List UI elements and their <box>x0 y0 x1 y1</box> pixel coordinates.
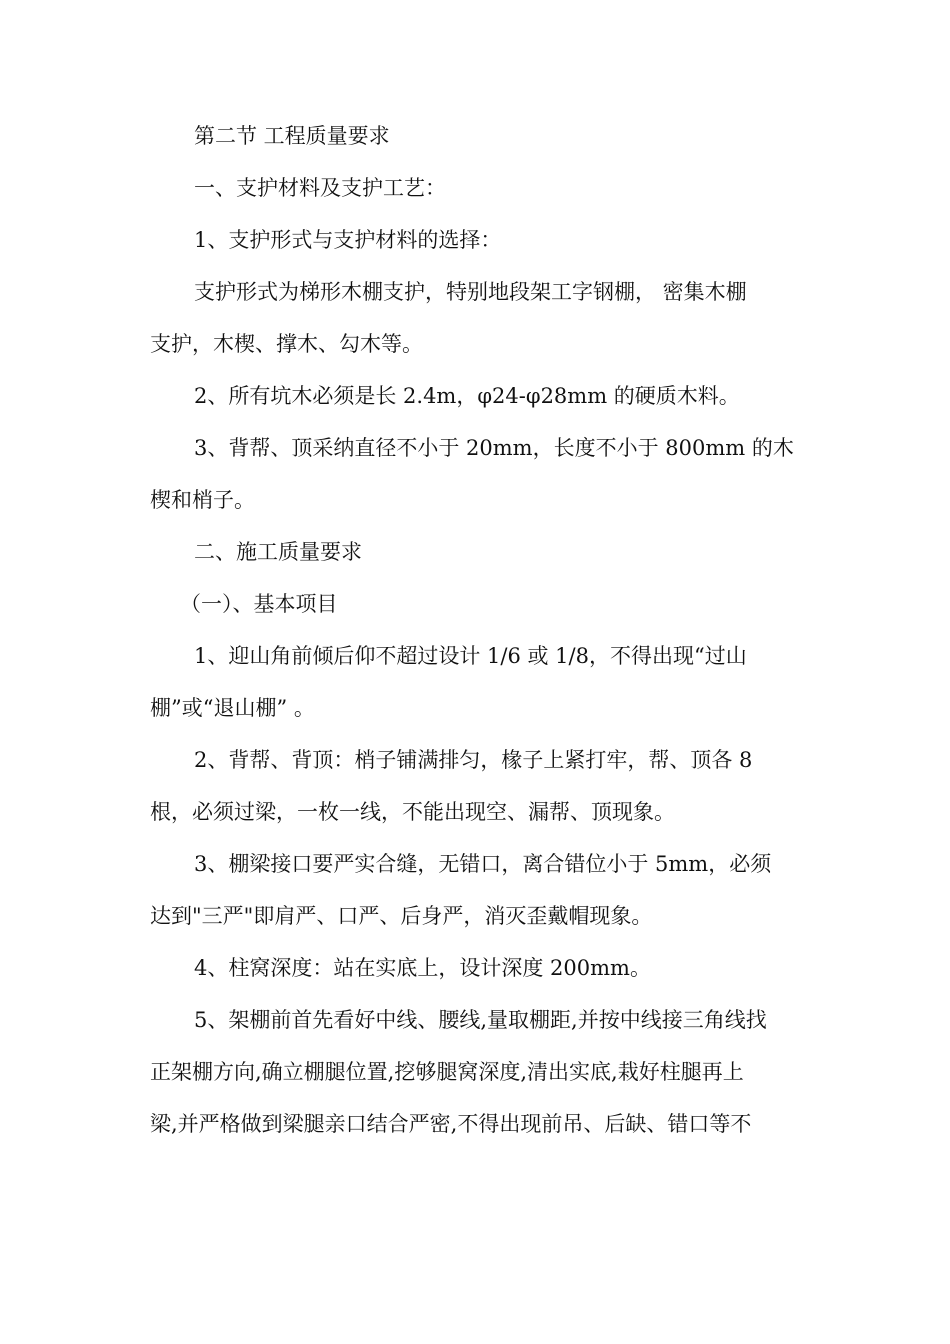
basic-item-5: 5、架棚前首先看好中线、腰线,量取棚距,并按中线接三角线找 <box>194 1008 767 1032</box>
paragraph-line: 楔和梢子。 <box>150 488 255 512</box>
basic-item-1: 1、迎山角前倾后仰不超过设计 1/6 或 1/8，不得出现“过山 <box>194 644 747 668</box>
subheading-support-materials: 一、支护材料及支护工艺： <box>194 176 446 200</box>
paragraph-line: 棚”或“退山棚” 。 <box>150 696 315 720</box>
paragraph-line: 支护，木楔、撑木、勾木等。 <box>150 332 423 356</box>
paragraph-line: 根，必须过梁，一枚一线，不能出现空、漏帮、顶现象。 <box>150 800 675 824</box>
item-3: 3、背帮、顶采纳直径不小于 20mm，长度不小于 800mm 的木 <box>194 436 794 460</box>
basic-item-4: 4、柱窝深度：站在实底上，设计深度 200mm。 <box>194 956 651 980</box>
basic-item-3: 3、棚梁接口要严实合缝，无错口，离合错位小于 5mm，必须 <box>194 852 772 876</box>
paragraph-line: 梁,并严格做到梁腿亲口结合严密,不得出现前吊、后缺、错口等不 <box>150 1112 752 1136</box>
paragraph-line: 达到"三严"即肩严、口严、后身严，消灭歪戴帽现象。 <box>150 904 653 928</box>
basic-item-2: 2、背帮、背顶：梢子铺满排匀，椽子上紧打牢，帮、顶各 8 <box>194 748 753 772</box>
paragraph-line: 支护形式为梯形木棚支护，特别地段架工字钢棚， 密集木棚 <box>194 280 747 304</box>
paragraph-line: 正架棚方向,确立棚腿位置,挖够腿窝深度,清出实底,栽好柱腿再上 <box>150 1060 744 1084</box>
subheading-construction-quality: 二、施工质量要求 <box>194 540 362 564</box>
item-1-heading: 1、支护形式与支护材料的选择： <box>194 228 502 252</box>
subheading-basic-items: （一）、基本项目 <box>180 592 338 616</box>
document-body <box>150 110 800 1150</box>
section-heading: 第二节 工程质量要求 <box>194 124 390 148</box>
item-2: 2、所有坑木必须是长 2.4m，φ24-φ28mm 的硬质木料。 <box>194 384 740 408</box>
